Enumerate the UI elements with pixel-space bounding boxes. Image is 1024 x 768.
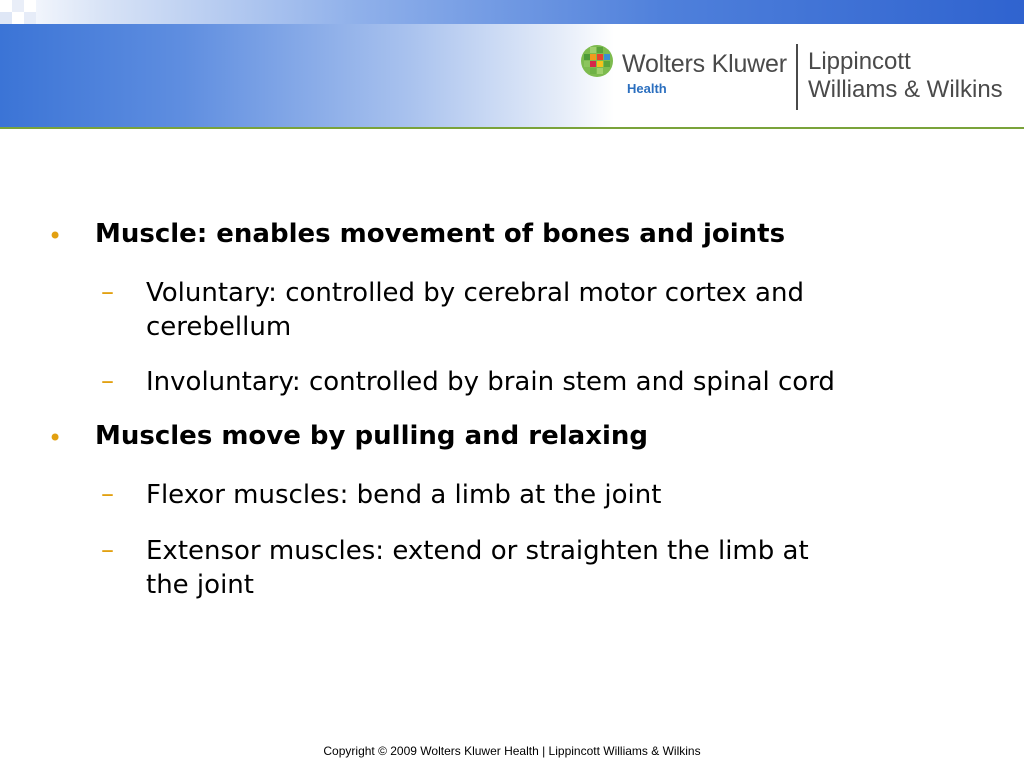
- sub-bullet-voluntary: [146, 276, 1006, 344]
- bullet-marker: •: [48, 222, 63, 250]
- lww-line-2: Williams & Wilkins: [808, 76, 1003, 103]
- sub-bullet-line: the joint: [146, 570, 254, 600]
- sub-bullet-line: cerebellum: [146, 312, 292, 342]
- copyright-footer: Copyright © 2009 Wolters Kluwer Health | Lippincott Williams & Wilkins: [323, 744, 701, 758]
- lww-line-1: Lippincott: [808, 48, 911, 75]
- wolters-kluwer-wordmark: Wolters Kluwer: [622, 50, 787, 78]
- sub-bullet-line: Voluntary: controlled by cerebral motor cortex and: [146, 278, 804, 308]
- sub-bullet-marker: –: [101, 479, 114, 509]
- health-division-label: Health: [627, 81, 667, 96]
- sub-bullet-marker: –: [101, 366, 114, 396]
- bullet-muscle-movement: Muscles move by pulling and relaxing: [95, 421, 649, 451]
- bullet-muscle-function: Muscle: enables movement of bones and joints: [95, 219, 786, 249]
- sub-bullet-extensor: [146, 534, 1006, 602]
- sub-bullet-line: Extensor muscles: extend or straighten the limb at: [146, 536, 809, 566]
- bullet-marker: •: [48, 424, 63, 452]
- sub-bullet-involuntary: Involuntary: controlled by brain stem and spinal cord: [146, 367, 835, 397]
- sub-bullet-flexor: Flexor muscles: bend a limb at the joint: [146, 480, 662, 510]
- sub-bullet-marker: –: [101, 535, 114, 565]
- sub-bullet-marker: –: [101, 277, 114, 307]
